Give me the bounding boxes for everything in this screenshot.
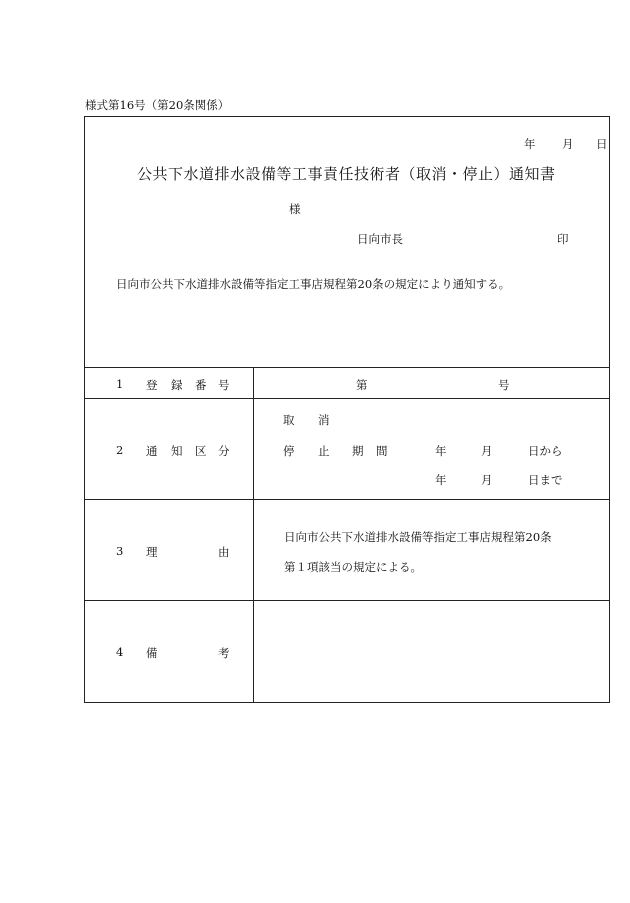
row-label-char: 由 — [218, 545, 230, 559]
cancel-char: 取 — [283, 413, 295, 427]
row-label-char: 備 — [146, 646, 158, 660]
row-label-char: 理 — [146, 545, 158, 559]
form-frame — [84, 116, 610, 703]
row-label-char: 通 — [146, 444, 158, 458]
date-day: 日 — [596, 137, 608, 151]
row-label-char: 番 — [195, 378, 207, 392]
from-year: 年 — [435, 444, 447, 458]
to-day: 日まで — [528, 473, 563, 487]
form-number: 様式第16号（第20条関係） — [85, 98, 230, 112]
issuer-name: 日向市長 — [357, 232, 403, 246]
addressee-suffix: 様 — [289, 202, 301, 216]
row-label-char: 号 — [218, 378, 230, 392]
reason-line-2: 第１項該当の規定による。 — [284, 560, 422, 574]
suspend-char: 期 — [352, 444, 364, 458]
row-label-char: 録 — [171, 378, 183, 392]
cancel-char: 消 — [318, 413, 330, 427]
document-title: 公共下水道排水設備等工事責任技術者（取消・停止）通知書 — [137, 165, 556, 183]
date-month: 月 — [562, 137, 574, 151]
suspend-char: 停 — [283, 444, 295, 458]
reason-line-1: 日向市公共下水道排水設備等指定工事店規程第20条 — [284, 530, 552, 544]
body-text: 日向市公共下水道排水設備等指定工事店規程第20条の規定により通知する。 — [116, 277, 511, 291]
row-number: 4 — [116, 645, 124, 659]
column-divider — [253, 367, 254, 703]
to-year: 年 — [435, 473, 447, 487]
divider-header — [84, 367, 610, 368]
row-label-char: 分 — [218, 444, 230, 458]
divider-row1 — [84, 398, 610, 399]
to-month: 月 — [481, 473, 493, 487]
suspend-char: 間 — [376, 444, 388, 458]
divider-row2 — [84, 499, 610, 500]
row-label-char: 登 — [146, 378, 158, 392]
registration-prefix: 第 — [356, 378, 368, 392]
row-number: 3 — [116, 544, 124, 558]
registration-suffix: 号 — [498, 378, 510, 392]
from-month: 月 — [481, 444, 493, 458]
suspend-char: 止 — [318, 444, 330, 458]
row-label-char: 区 — [195, 444, 207, 458]
row-label-char: 考 — [218, 646, 230, 660]
row-label-char: 知 — [171, 444, 183, 458]
row-number: 1 — [116, 377, 124, 391]
divider-row3 — [84, 600, 610, 601]
date-year: 年 — [524, 137, 536, 151]
row-number: 2 — [116, 443, 124, 457]
from-day: 日から — [528, 444, 563, 458]
seal-mark: 印 — [557, 232, 569, 246]
